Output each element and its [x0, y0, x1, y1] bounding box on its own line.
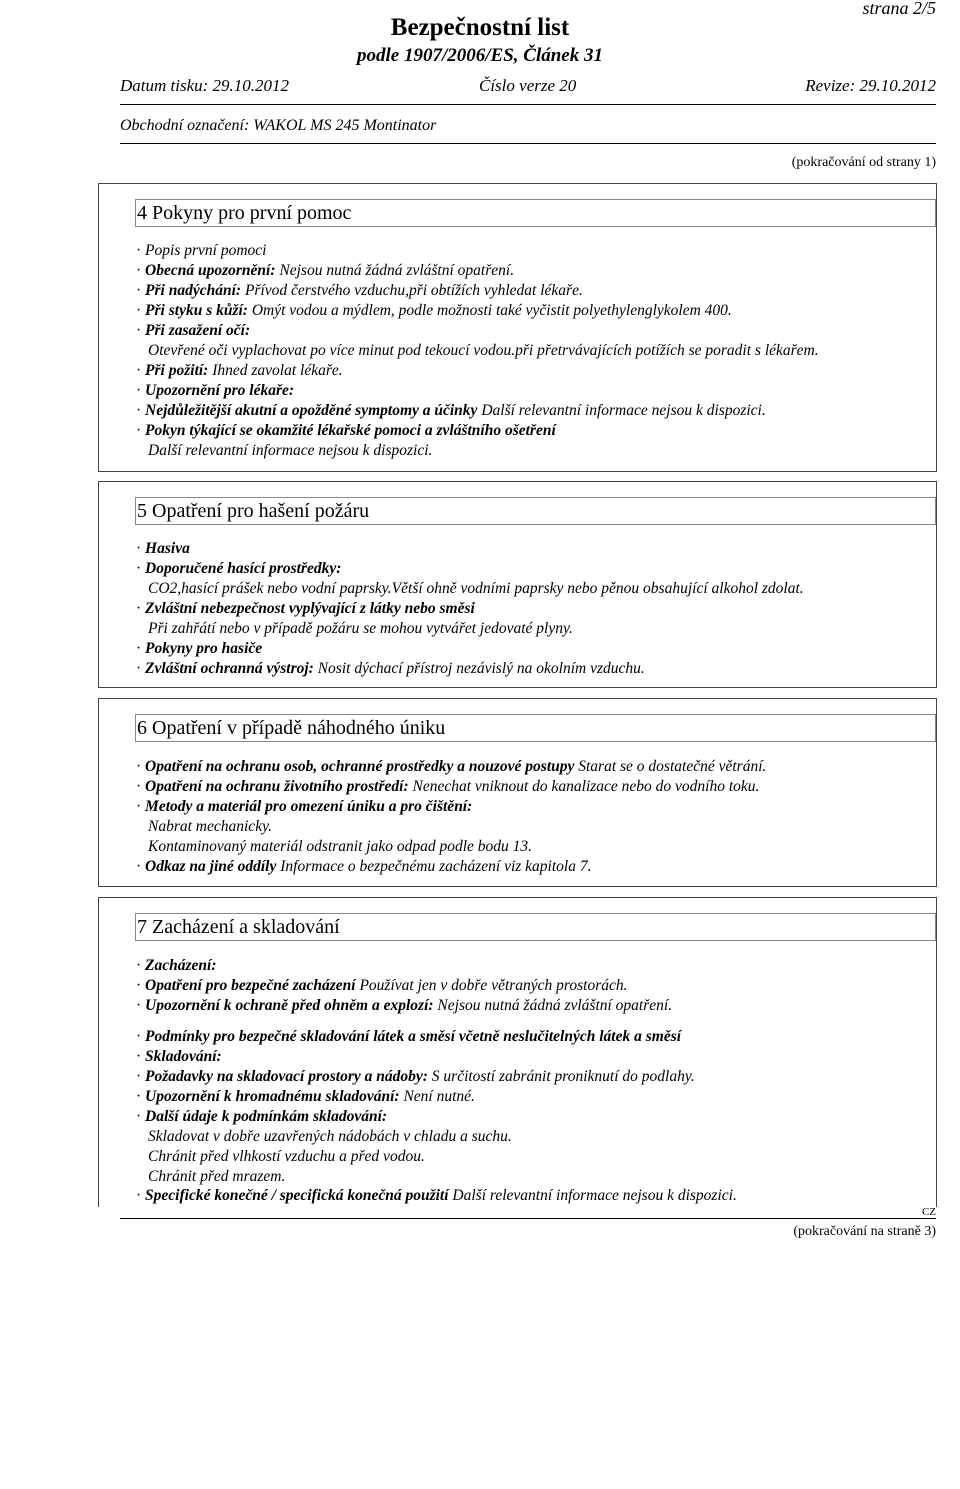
- s4-line-1: · Popis první pomoci: [136, 242, 267, 259]
- s7-line-10: Chránit před vlhkostí vzduchu a před vodou.: [148, 1148, 425, 1165]
- s5-line-7: · Zvláštní ochranná výstroj: Nosit dýchací přístroj nezávislý na okolním vzduchu.: [136, 660, 645, 677]
- s5-line-5: Při zahřátí nebo v případě požáru se mohou vytvářet jedovaté plyny.: [148, 620, 573, 637]
- s4-line-8: · Upozornění pro lékaře:: [136, 382, 295, 399]
- continued-from: (pokračování od strany 1): [791, 155, 936, 170]
- section-6-title: 6 Opatření v případě náhodného úniku: [135, 714, 936, 742]
- s7-line-8: · Další údaje k podmínkám skladování:: [136, 1108, 388, 1125]
- s6-line-1: · Opatření na ochranu osob, ochranné prostředky a nouzové postupy Starat se o dostatečné větrání.: [136, 758, 767, 775]
- s4-line-9: · Nejdůležitější akutní a opožděné symptomy a účinky Další relevantní informace nejsou k dispozici.: [136, 402, 766, 419]
- s4-line-7: · Při požití: Ihned zavolat lékaře.: [136, 362, 343, 379]
- s6-line-2: · Opatření na ochranu životního prostředí: Nenechat vniknout do kanalizace nebo do vodního toku.: [136, 778, 760, 795]
- s6-line-5: Kontaminovaný materiál odstranit jako odpad podle bodu 13.: [148, 838, 533, 855]
- s5-line-4: · Zvláštní nebezpečnost vyplývající z látky nebo směsi: [136, 600, 475, 617]
- s4-first-aid-description: Popis první pomoci: [145, 242, 267, 259]
- document-subtitle: podle 1907/2006/ES, Článek 31: [357, 45, 603, 66]
- s7-line-11: Chránit před mrazem.: [148, 1168, 286, 1185]
- print-date: Datum tisku: 29.10.2012: [120, 76, 290, 95]
- section-7-title: 7 Zacházení a skladování: [135, 913, 936, 941]
- s5-line-1: · Hasiva: [136, 540, 190, 557]
- s7-line-4: · Podmínky pro bezpečné skladování látek a směsí včetně neslučitelných látek a směsí: [136, 1028, 682, 1045]
- s5-line-2: · Doporučené hasící prostředky:: [136, 560, 342, 577]
- s5-line-6: · Pokyny pro hasiče: [136, 640, 263, 657]
- revision-date: Revize: 29.10.2012: [805, 76, 936, 95]
- version-number: Číslo verze 20: [479, 76, 577, 95]
- s7-line-3: · Upozornění k ochraně před ohněm a explozí: Nejsou nutná žádná zvláštní opatření.: [136, 997, 673, 1014]
- s7-line-1: · Zacházení:: [136, 957, 217, 974]
- s6-line-6: · Odkaz na jiné oddíly Informace o bezpečnému zacházení viz kapitola 7.: [136, 858, 592, 875]
- page-number: strana 2/5: [862, 0, 936, 18]
- s5-line-3: CO2,hasící prášek nebo vodní paprsky.Větší ohně vodními paprsky nebo pěnou obsahující alkohol zdolat.: [148, 580, 804, 597]
- s4-line-4: · Při styku s kůží: Omýt vodou a mýdlem, podle možnosti také vyčistit polyethylenglykolem 400.: [136, 302, 732, 319]
- section-4-title: 4 Pokyny pro první pomoc: [135, 199, 936, 227]
- continued-to: (pokračování na straně 3): [793, 1224, 936, 1239]
- s7-line-6: · Požadavky na skladovací prostory a nádoby: S určitostí zabránit proniknutí do podlahy.: [136, 1068, 695, 1085]
- s4-line-11: Další relevantní informace nejsou k dispozici.: [148, 442, 433, 459]
- s4-line-10: · Pokyn týkající se okamžité lékařské pomoci a zvláštního ošetření: [136, 422, 556, 439]
- s7-line-12: · Specifické konečné / specifická konečná použití Další relevantní informace nejsou k dispozici.: [136, 1187, 737, 1204]
- s7-line-5: · Skladování:: [136, 1048, 222, 1065]
- s4-line-6: Otevřené oči vyplachovat po více minut pod tekoucí vodou.při přetrvávajících potížích se poradit s lékařem.: [148, 342, 819, 359]
- s4-line-5: · Při zasažení očí:: [136, 322, 251, 339]
- s7-line-2: · Opatření pro bezpečné zacházení Používat jen v dobře větraných prostorách.: [136, 977, 628, 994]
- s6-line-4: Nabrat mechanicky.: [148, 818, 272, 835]
- document-title: Bezpečnostní list: [390, 14, 570, 41]
- language-code: CZ: [921, 1206, 936, 1218]
- header-rule: [120, 104, 936, 105]
- s6-line-3: · Metody a materiál pro omezení úniku a pro čištění:: [136, 798, 473, 815]
- s4-line-2: · Obecná upozornění: Nejsou nutná žádná zvláštní opatření.: [136, 262, 515, 279]
- s7-line-7: · Upozornění k hromadnému skladování: Není nutné.: [136, 1088, 475, 1105]
- trade-name: Obchodní označení: WAKOL MS 245 Montinator: [120, 117, 437, 134]
- footer-rule: [120, 1218, 936, 1219]
- trade-name-rule: [120, 143, 936, 144]
- s7-line-9: Skladovat v dobře uzavřených nádobách v chladu a suchu.: [148, 1128, 512, 1145]
- s4-line-3: · Při nadýchání: Přívod čerstvého vzduchu,při obtížích vyhledat lékaře.: [136, 282, 583, 299]
- section-5-title: 5 Opatření pro hašení požáru: [135, 497, 936, 525]
